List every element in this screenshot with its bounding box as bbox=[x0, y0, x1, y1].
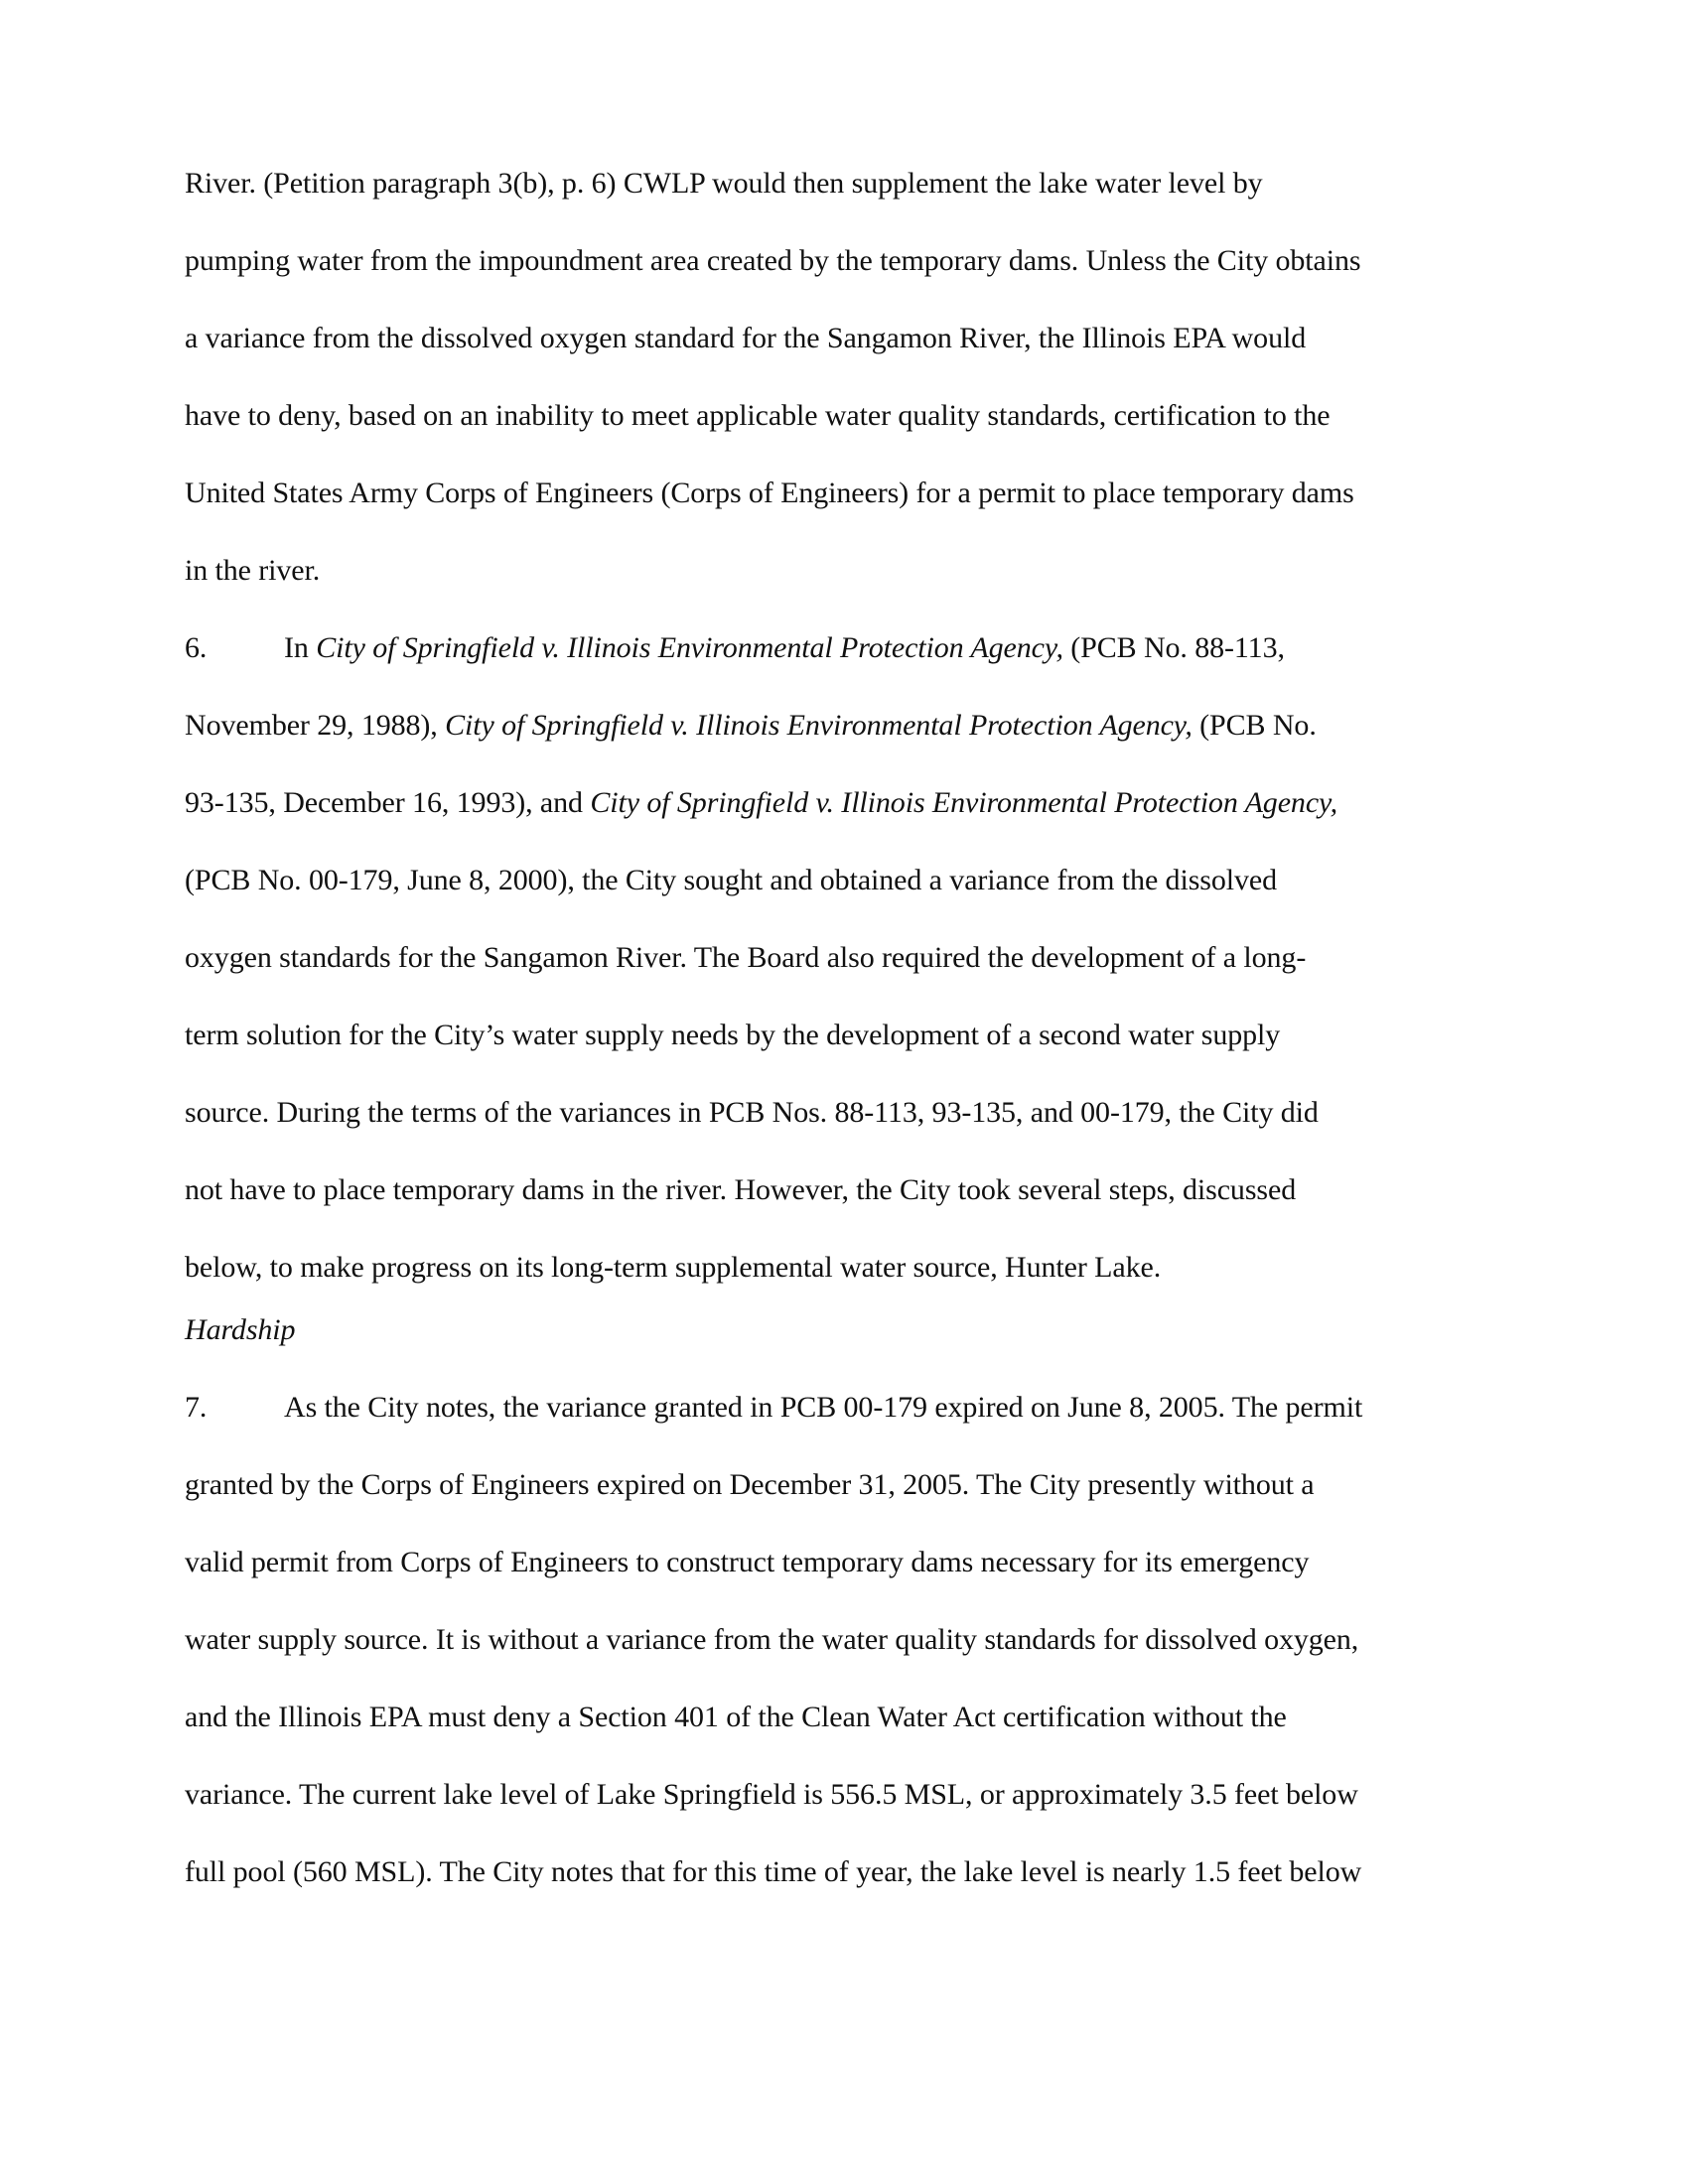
heading-text: Hardship bbox=[185, 1313, 296, 1346]
text-line: oxygen standards for the Sangamon River. The Board also required the development of a long- bbox=[185, 941, 1307, 974]
text-line: term solution for the City’s water supply needs by the development of a second water supply bbox=[185, 1019, 1281, 1051]
text-line: a variance from the dissolved oxygen standard for the Sangamon River, the Illinois EPA would bbox=[185, 322, 1307, 354]
text-line: United States Army Corps of Engineers (Corps of Engineers) for a permit to place temporary dams bbox=[185, 477, 1354, 509]
paragraph-7-line-1 bbox=[185, 1388, 1362, 1428]
text-run: In bbox=[284, 631, 317, 664]
case-citation: City of Springfield v. Illinois Environmental Protection Agency, bbox=[316, 631, 1063, 664]
section-heading bbox=[185, 1310, 295, 1350]
text-line: have to deny, based on an inability to meet applicable water quality standards, certification to the bbox=[185, 399, 1331, 432]
text-line: source. During the terms of the variances in PCB Nos. 88-113, 93-135, and 00-179, the City did bbox=[185, 1096, 1319, 1129]
text-line: water supply source. It is without a variance from the water quality standards for dissolved oxygen, bbox=[185, 1623, 1359, 1656]
text-run: (PCB No. 88-113, bbox=[1062, 631, 1285, 664]
paragraph-6-line-3 bbox=[185, 783, 1337, 823]
paragraph-6-line-1 bbox=[185, 628, 1285, 668]
text-line: variance. The current lake level of Lake Springfield is 556.5 MSL, or approximately 3.5 feet below bbox=[185, 1778, 1358, 1811]
text-line: pumping water from the impoundment area created by the temporary dams. Unless the City obtains bbox=[185, 244, 1361, 277]
text-run: November 29, 1988), bbox=[185, 709, 446, 742]
paragraph-6-line-2 bbox=[185, 706, 1317, 746]
text-run: As the City notes, the variance granted in PCB 00-179 expired on June 8, 2005. The permit bbox=[284, 1391, 1363, 1424]
text-line: in the river. bbox=[185, 554, 321, 587]
text-line: (PCB No. 00-179, June 8, 2000), the City sought and obtained a variance from the dissolved bbox=[185, 864, 1277, 896]
text-line: not have to place temporary dams in the river. However, the City took several steps, discussed bbox=[185, 1173, 1297, 1206]
text-run: 93-135, December 16, 1993), and bbox=[185, 786, 591, 819]
text-line: full pool (560 MSL). The City notes that for this time of year, the lake level is nearly 1.5 feet below bbox=[185, 1855, 1362, 1888]
case-citation: City of Springfield v. Illinois Environmental Protection Agency, bbox=[445, 709, 1193, 742]
paragraph-number: 6. bbox=[185, 631, 208, 664]
case-citation: City of Springfield v. Illinois Environmental Protection Agency, bbox=[590, 786, 1337, 819]
text-line: valid permit from Corps of Engineers to construct temporary dams necessary for its emergency bbox=[185, 1546, 1310, 1578]
text-line: below, to make progress on its long-term supplemental water source, Hunter Lake. bbox=[185, 1251, 1162, 1284]
paragraph-number: 7. bbox=[185, 1391, 208, 1424]
text-run: (PCB No. bbox=[1192, 709, 1317, 742]
text-line: granted by the Corps of Engineers expired on December 31, 2005. The City presently without a bbox=[185, 1468, 1315, 1501]
text-line: and the Illinois EPA must deny a Section 401 of the Clean Water Act certification without the bbox=[185, 1701, 1287, 1733]
text-line: River. (Petition paragraph 3(b), p. 6) CWLP would then supplement the lake water level by bbox=[185, 167, 1263, 200]
